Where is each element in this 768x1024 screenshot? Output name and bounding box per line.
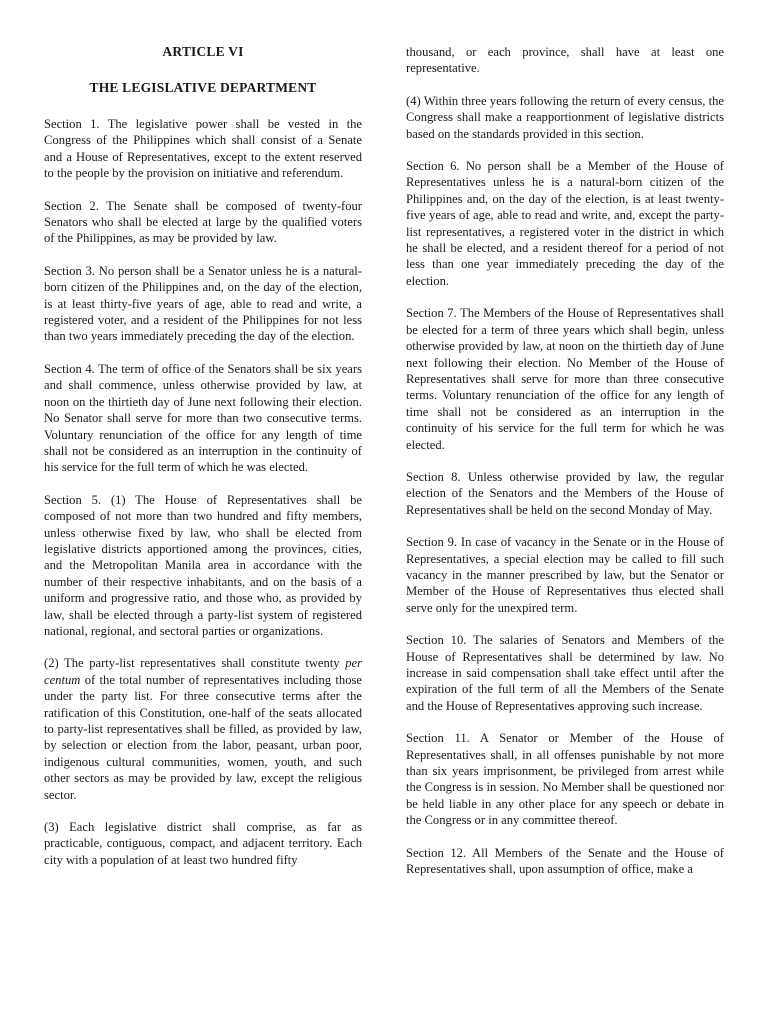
left-column: [44, 44, 362, 884]
section-5-3-continued: thousand, or each province, shall have at least one representative.: [406, 45, 724, 76]
section-5-1: Section 5. (1) The House of Representatives shall be composed of not more than two hundred and fifty members, unless otherwise fixed by law, who shall be elected from legislative districts apportioned among the provinces, cities, and the Metropolitan Manila area in accordance with the number of their respective inhabitants, and on the basis of a uniform and progressive ratio, and those who, as provided by law, shall be elected through a party-list system of registered national, regional, and sectoral parties or organizations.: [44, 492, 362, 638]
section-5-2-text-after: of the total number of representatives including those under the party list. For three consecutive terms after the ratification of this Constitution, one-half of the seats allocated to party-list representatives shall be filled, as provided by law, by selection or election from the labor, peasant, urban poor, indigenous cultural communities, women, youth, and such other sectors as may be provided by law, except the religious sector.: [44, 672, 362, 802]
article-subtitle: THE LEGISLATIVE DEPARTMENT: [89, 80, 317, 95]
section-3: Section 3. No person shall be a Senator unless he is a natural-born citizen of the Philippines and, on the day of the election, is at least thirty-five years of age, able to read and write, a registered voter, and a resident of the Philippines for not less than two years immediately preceding the day of the election.: [44, 263, 362, 344]
section-6: Section 6. No person shall be a Member of the House of Representatives unless he is a natural-born citizen of the Philippines and, on the day of the election, is at least twenty-five years of age, able to read and write, and, except the party-list representatives, a registered voter in the district in which he shall be elected, and a resident thereof for a period of not less than one year immediately preceding the day of the election.: [406, 159, 724, 288]
section-7: Section 7. The Members of the House of Representatives shall be elected for a term of three years which shall begin, unless otherwise provided by law, at noon on the thirtieth day of June next following their election. No Member of the House of Representatives shall serve for more than three consecutive terms. Voluntary renunciation of the office for any length of time shall not be considered as an interruption in the continuity of his service for the full term for which he was elected.: [406, 306, 724, 452]
section-4: Section 4. The term of office of the Senators shall be six years and shall commence, unless otherwise provided by law, at noon on the thirtieth day of June next following their election. No Senator shall serve for more than two consecutive terms. Voluntary renunciation of the office for any length of time shall not be considered as an interruption in the continuity of his service for the full term of which he was elected.: [44, 361, 362, 475]
section-1: Section 1. The legislative power shall be vested in the Congress of the Philippines which shall consist of a Senate and a House of Representatives, except to the extent reserved to the people by the provision on initiative and referendum.: [44, 117, 362, 181]
section-5-2-text-before: (2) The party-list representatives shall constitute twenty: [44, 656, 346, 671]
section-8: Section 8. Unless otherwise provided by law, the regular election of the Senators and the Members of the House of Representatives shall be held on the second Monday of May.: [406, 469, 724, 517]
section-2: Section 2. The Senate shall be composed of twenty-four Senators who shall be elected at large by the qualified voters of the Philippines, as may be provided by law.: [44, 198, 362, 246]
section-5-3: (3) Each legislative district shall comprise, as far as practicable, contiguous, compact, and adjacent territory. Each city with a population of at least two hundred fifty: [44, 820, 362, 867]
right-column: [406, 44, 724, 893]
section-5-2: [44, 655, 362, 803]
section-12: Section 12. All Members of the Senate and the House of Representatives shall, upon assumption of office, make a: [406, 845, 724, 877]
article-title: ARTICLE VI: [162, 44, 244, 59]
section-11: Section 11. A Senator or Member of the House of Representatives shall, in all offenses punishable by not more than six years imprisonment, be privileged from arrest while the Congress is in session. No Member shall be questioned nor be held liable in any other place for any speech or debate in the Congress or in any committee thereof.: [406, 731, 724, 828]
section-10: Section 10. The salaries of Senators and Members of the House of Representatives shall be determined by law. No increase in said compensation shall take effect until after the expiration of the full term of all the Members of the Senate and the House of Representatives approving such increase.: [406, 633, 724, 713]
section-9: Section 9. In case of vacancy in the Senate or in the House of Representatives, a special election may be called to fill such vacancy in the manner prescribed by law, but the Senator or Member of the House of Representatives thus elected shall serve only for the unexpired term.: [406, 535, 724, 615]
section-5-2-italic: per centum: [44, 656, 362, 687]
section-5-4: (4) Within three years following the return of every census, the Congress shall make a reapportionment of legislative districts based on the standards provided in this section.: [406, 93, 724, 141]
